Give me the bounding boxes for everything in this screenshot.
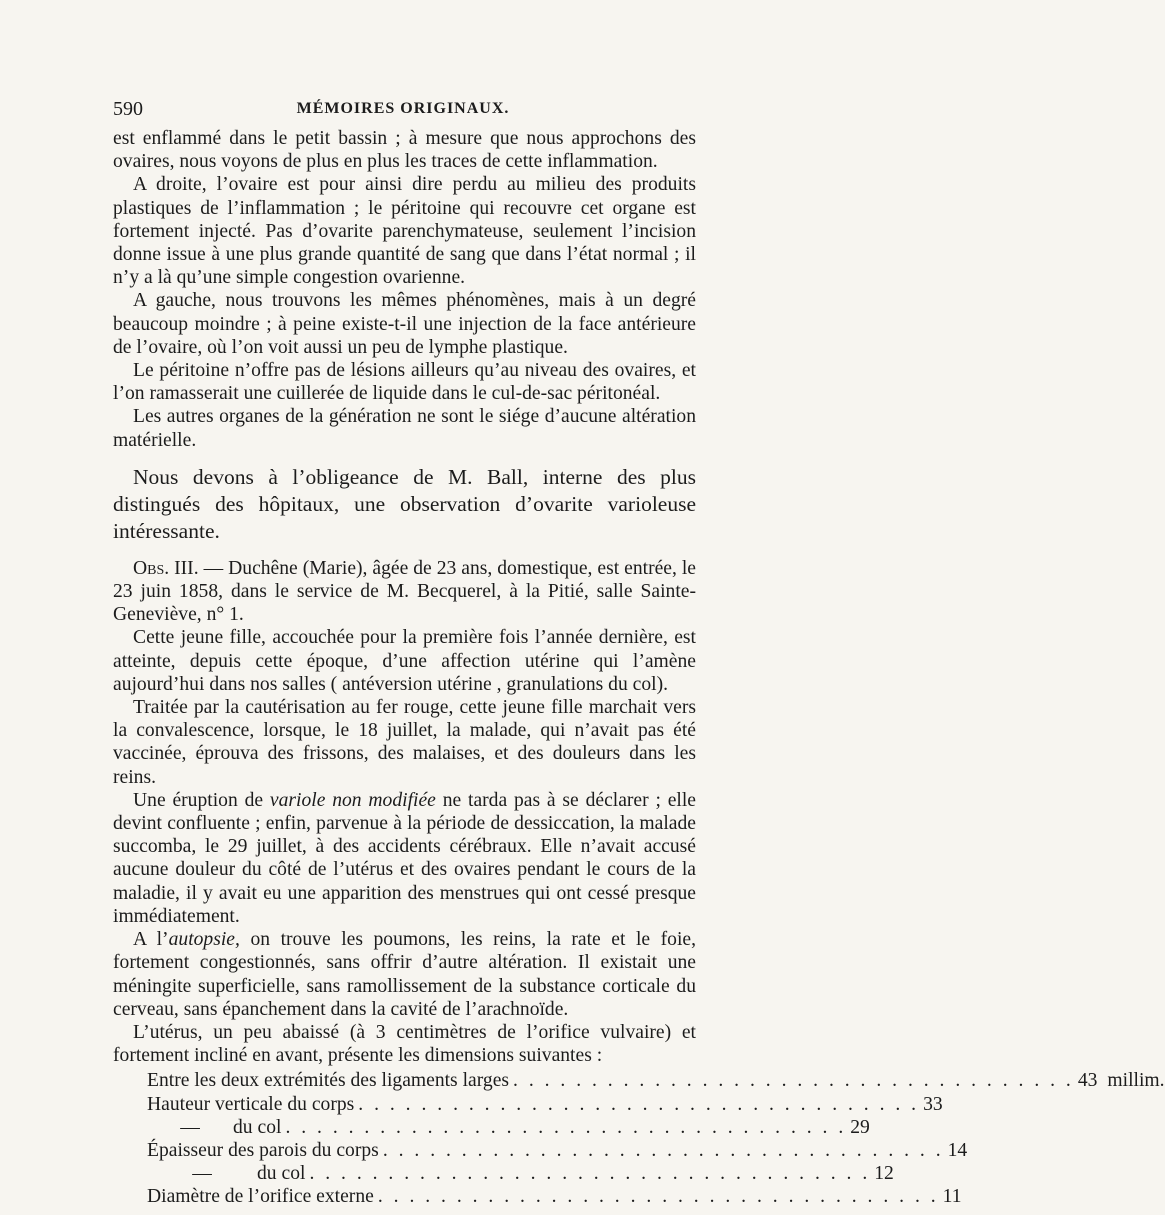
measurement-label	[147, 1162, 305, 1185]
measurement-value: 33	[923, 1093, 943, 1115]
running-title: MÉMOIRES ORIGINAUX.	[296, 100, 510, 117]
measurement-value: 11	[942, 1186, 962, 1208]
measurement-label: Épaisseur des parois du corps	[147, 1139, 379, 1161]
paragraph: A droite, l’ovaire est pour ainsi dire perdu au milieu des produits plastiques de l’inflammation ; le péritoine qui recouvre cet organe est fortement injecté. Pas d’ovarite parenchymateuse, seulement l’incision donne issue à une plus grande quantité de sang que dans l’état normal ; il n’y a là qu’une simple congestion ovarienne.	[113, 174, 696, 289]
leader-dots: . . . . . . . . . . . . . . . . . . . . . . . . . . . . . . . . . . . .	[358, 1093, 920, 1115]
measurement-label-text: du col	[257, 1163, 306, 1185]
observation-label: Obs. III.	[133, 557, 199, 579]
ditto-dash: —	[180, 1116, 200, 1138]
paragraph: Le péritoine n’offre pas de lésions ailleurs qu’au niveau des ovaires, et l’on ramasserait une cuillerée de liquide dans le cul-de-sac péritonéal.	[113, 360, 696, 405]
measurement-value: 43	[1077, 1070, 1098, 1092]
paragraph: Les autres organes de la génération ne sont le siége d’aucune altération matérielle.	[113, 406, 696, 451]
measurement-unit: millim.	[1107, 1070, 1165, 1092]
uterus-paragraph: L’utérus, un peu abaissé (à 3 centimètres de l’orifice vulvaire) et fortement incliné en avant, présente les dimensions suivantes :	[113, 1021, 696, 1067]
measurement-value: 14	[947, 1139, 968, 1161]
page-header	[113, 96, 693, 124]
measurement-label: Entre les deux extrémités des ligaments larges	[147, 1070, 510, 1092]
observation-text: — Duchêne (Marie), âgée de 23 ans, domestique, est entrée, le 23 juin 1858, dans le service de M. Becquerel, à la Pitié, salle Sainte-Geneviève, n° 1.	[113, 557, 696, 626]
autopsie-text-after: on trouve les poumons, les reins, la rate et le foie, fortement congestionnés, sans offrir d’autre altération. Il existait une méningite superficielle, sans ramollissement de la substance corticale du cerveau, sans épanchement dans la cavité de l’arachnoïde.	[113, 929, 696, 1020]
leader-dots: . . . . . . . . . . . . . . . . . . . . . . . . . . . . . . . . . . . .	[285, 1116, 847, 1138]
eruption-text-before: Une éruption de	[133, 789, 270, 811]
measurement-value: 12	[874, 1163, 894, 1185]
measurement-row	[113, 1139, 968, 1162]
measurement-label	[147, 1116, 281, 1139]
observation-paragraph	[113, 557, 696, 627]
measurement-label: Hauteur verticale du corps	[147, 1093, 355, 1115]
measurement-row	[113, 1116, 870, 1139]
leader-dots: . . . . . . . . . . . . . . . . . . . . . . . . . . . . . . . . . . . .	[309, 1163, 871, 1185]
autopsie-paragraph	[113, 928, 696, 1021]
paragraph: Cette jeune fille, accouchée pour la première fois l’année dernière, est atteinte, depuis cette époque, d’une affection utérine qui l’amène aujourd’hui dans nos salles ( antéversion utérine , granulations du col).	[113, 627, 696, 695]
paragraph: Traitée par la cautérisation au fer rouge, cette jeune fille marchait vers la convalescence, lorsque, le 18 juillet, la malade, qui n’avait pas été vaccinée, éprouva des frissons, des malaises, et des douleurs dans les reins.	[113, 697, 696, 788]
body-text	[113, 127, 1165, 1208]
measurement-label-text: du col	[233, 1116, 282, 1138]
measurement-label: Diamètre de l’orifice externe	[147, 1186, 374, 1208]
leader-dots: . . . . . . . . . . . . . . . . . . . . . . . . . . . . . . . . . . . .	[382, 1139, 944, 1161]
leader-dots: . . . . . . . . . . . . . . . . . . . . . . . . . . . . . . . . . . . .	[377, 1186, 939, 1208]
measurement-value: 29	[850, 1116, 870, 1138]
page-number: 590	[113, 98, 143, 120]
measurement-row	[113, 1069, 1165, 1092]
eruption-italic: variole non modifiée	[269, 789, 436, 811]
eruption-text-after: ne tarda pas à se déclarer ; elle devint confluente ; enfin, parvenue à la période de dessiccation, la malade succomba, le 29 juillet, à des accidents cérébraux. Elle n’avait accusé aucune douleur du côté de l’utérus et des ovaires pendant le cours de la maladie, il y avait eu une apparition des menstrues qui ont cessé presque immédiatement.	[113, 789, 697, 927]
paragraph: est enflammé dans le petit bassin ; à mesure que nous approchons des ovaires, nous voyons de plus en plus les traces de cette inflammation.	[113, 128, 696, 173]
eruption-paragraph	[113, 789, 696, 928]
measurement-row	[113, 1185, 962, 1208]
measurement-row	[113, 1162, 894, 1185]
measurement-row	[113, 1093, 943, 1116]
ditto-dash: —	[192, 1163, 212, 1185]
autopsie-text-before: A l’	[133, 929, 169, 951]
highlight-paragraph: Nous devons à l’obligeance de M. Ball, interne des plus distingués des hôpitaux, une observation d’ovarite varioleuse intéressante.	[113, 464, 696, 543]
autopsie-italic: autopsie,	[168, 929, 240, 951]
leader-dots: . . . . . . . . . . . . . . . . . . . . . . . . . . . . . . . . . . . .	[513, 1070, 1074, 1092]
paragraph: A gauche, nous trouvons les mêmes phénomènes, mais à un degré beaucoup moindre ; à peine existe-t-il une injection de la face antérieure de l’ovaire, où l’on voit aussi un peu de lymphe plastique.	[113, 290, 696, 358]
measurements-table	[113, 1069, 1165, 1208]
